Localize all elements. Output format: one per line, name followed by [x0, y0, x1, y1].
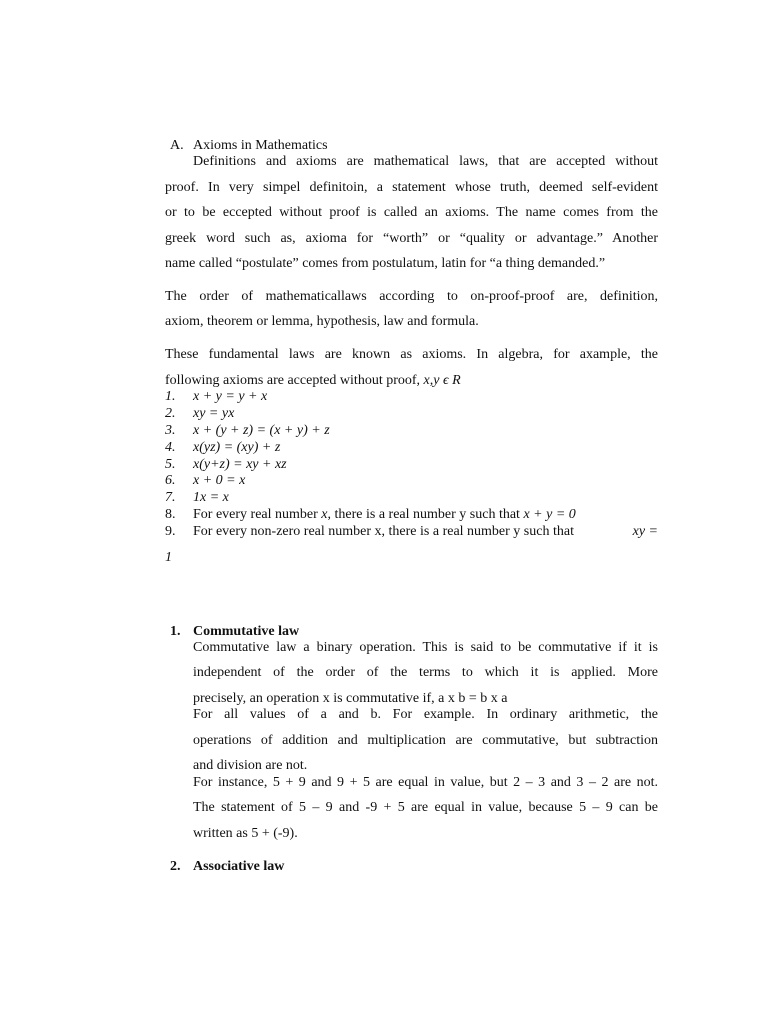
paragraph-line: precisely, an operation x is commutative if, a x b = b x a	[193, 691, 508, 706]
list-number: 4.	[165, 440, 176, 455]
axiom-text: , there is a real number y such that	[327, 507, 520, 522]
paragraph-line: written as 5 + (-9).	[193, 826, 298, 841]
axiom-statement	[193, 524, 658, 540]
section-number: 2.	[170, 859, 181, 874]
math-variable: x	[321, 507, 328, 522]
math-equation-continued: 1	[165, 550, 172, 565]
section-heading: Associative law	[193, 859, 285, 874]
list-number: 2.	[165, 406, 176, 421]
section-heading: Commutative law	[193, 624, 300, 639]
paragraph-line: For all values of a and b. For example. In ordinary arithmetic, the	[193, 707, 658, 722]
axiom-formula: x + y = y + x	[193, 389, 268, 404]
list-number: 1.	[165, 389, 176, 404]
math-equation: xy =	[632, 524, 658, 539]
section-title: Axioms in Mathematics	[193, 138, 328, 153]
paragraph-line: and division are not.	[193, 758, 308, 773]
axiom-formula: xy = yx	[193, 406, 235, 421]
paragraph-line: Definitions and axioms are mathematical laws, that are accepted without	[193, 154, 658, 169]
axiom-formula: x(yz) = (xy) + z	[193, 440, 281, 455]
paragraph-line: axiom, theorem or lemma, hypothesis, law and formula.	[165, 314, 479, 329]
math-equation: x + y = 0	[523, 507, 576, 522]
section-marker: A.	[170, 138, 184, 153]
math-set-expression: x,y ϵ R	[423, 373, 461, 388]
paragraph-line: Commutative law a binary operation. This is said to be commutative if it is	[193, 640, 658, 655]
axiom-text: For every non-zero real number x, there is a real number y such that	[193, 524, 574, 539]
list-number: 3.	[165, 423, 176, 438]
list-number: 6.	[165, 473, 176, 488]
paragraph-line: greek word such as, axioma for “worth” or “quality or advantage.” Another	[165, 231, 658, 246]
axiom-statement	[193, 507, 576, 523]
paragraph-line: The statement of 5 – 9 and -9 + 5 are equal in value, because 5 – 9 can be	[193, 800, 658, 815]
axiom-formula: x + 0 = x	[193, 473, 246, 488]
paragraph-line: operations of addition and multiplication are commutative, but subtraction	[193, 733, 658, 748]
paragraph-line: These fundamental laws are known as axioms. In algebra, for axample, the	[165, 347, 658, 362]
paragraph-line: The order of mathematicallaws according to on-proof-proof are, definition,	[165, 289, 658, 304]
list-number: 9.	[165, 524, 176, 539]
axiom-text: For every real number	[193, 507, 318, 522]
list-number: 5.	[165, 457, 176, 472]
paragraph-line: independent of the order of the terms to which it is applied. More	[193, 665, 658, 680]
paragraph-line: For instance, 5 + 9 and 9 + 5 are equal in value, but 2 – 3 and 3 – 2 are not.	[193, 775, 658, 790]
axiom-formula: x + (y + z) = (x + y) + z	[193, 423, 330, 438]
paragraph-line: or to be eccepted without proof is called an axioms. The name comes from the	[165, 205, 658, 220]
list-number: 8.	[165, 507, 176, 522]
axiom-formula: 1x = x	[193, 490, 229, 505]
paragraph-line	[165, 373, 461, 389]
list-number: 7.	[165, 490, 176, 505]
axiom-formula: x(y+z) = xy + xz	[193, 457, 287, 472]
section-number: 1.	[170, 624, 181, 639]
paragraph-line: proof. In very simpel definitoin, a statement whose truth, deemed self-evident	[165, 180, 658, 195]
paragraph-line: name called “postulate” comes from postulatum, latin for “a thing demanded.”	[165, 256, 606, 271]
paragraph-text: following axioms are accepted without proof,	[165, 373, 421, 388]
